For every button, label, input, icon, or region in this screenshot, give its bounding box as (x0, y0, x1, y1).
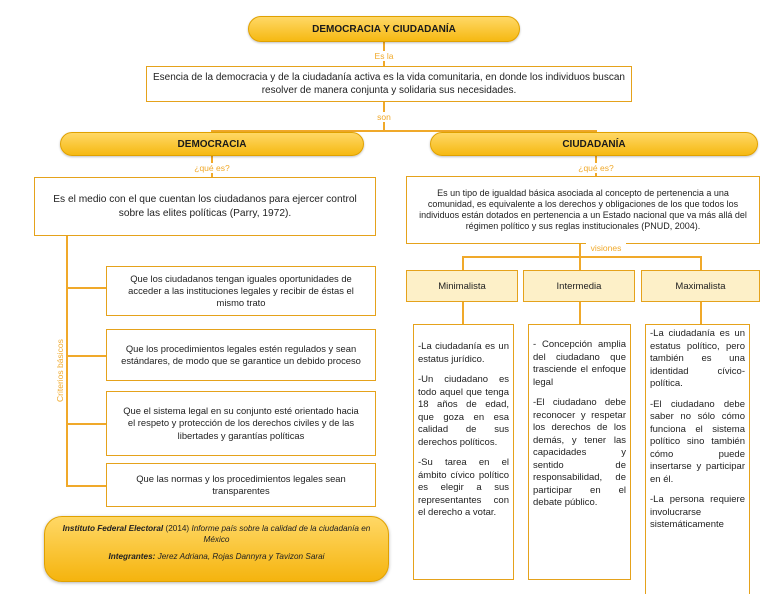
line-vision-3 (700, 256, 702, 270)
ciudadania-pill: CIUDADANÍA (430, 132, 758, 156)
criterios-label: Criterios básicos (55, 339, 65, 402)
ciudadania-definition: Es un tipo de igualdad básica asociada al concepto de pertenencia a una comunidad, es equivalente a los derechos y obligaciones de los que todos los individuos están dotados en pertenencia a un Estado nacional que va más allá del régimen político y sus reglas institucionales (PNUD, 2004). (406, 176, 760, 244)
connector-es-la: Es la (368, 51, 400, 61)
intermedia-paragraph: - Concepción amplia del ciudadano que trasciende el enfoque legal (533, 339, 626, 388)
main-title: DEMOCRACIA Y CIUDADANÍA (248, 16, 520, 42)
vision-tab-minimalista: Minimalista (406, 270, 518, 302)
vision-tab-intermedia: Intermedia (523, 270, 635, 302)
maximalista-paragraph: -La persona requiere involucrarse sistemáticamente (650, 494, 745, 531)
line-vision-col-1 (462, 302, 464, 324)
criteria-box-2: Que los procedimientos legales estén regulados y sean estándares, de modo que se garantice un debido proceso (106, 329, 376, 381)
credits-institution: Instituto Federal Electoral (62, 524, 164, 533)
credits-box (44, 516, 389, 582)
maximalista-paragraph: -La ciudadanía es un estatus político, pero también es una identidad cívico-política. (650, 328, 745, 390)
line-criteria-4 (66, 485, 106, 487)
credits-authors-label: Integrantes: (108, 552, 156, 562)
credits-authors-names: Jerez Adriana, Rojas Dannyra y Tavizon Sarai (157, 552, 325, 562)
vision-col-intermedia (528, 324, 631, 580)
criteria-box-1: Que los ciudadanos tengan iguales oportunidades de acceder a las instituciones legales y recibir de éstas el mismo trato (106, 266, 376, 316)
line-visions-stem (579, 244, 581, 256)
minimalista-paragraph: -La ciudadanía es un estatus jurídico. (418, 341, 509, 365)
intermedia-paragraph: -El ciudadano debe reconocer y respetar los derechos de los demás, y tener las capacidades y sentido de responsabilidad, de participar en el debate público. (533, 397, 626, 509)
vision-tab-maximalista: Maximalista (641, 270, 760, 302)
line-vision-col-3 (700, 302, 702, 324)
minimalista-paragraph: -Un ciudadano es todo aquel que tenga 18 años de edad, que goza en esa calidad de sus derechos políticos. (418, 374, 509, 448)
credits-year: (2014) (165, 524, 190, 533)
connector-que-es-right: ¿qué es? (574, 163, 618, 173)
connector-visiones: visiones (586, 243, 626, 253)
credits-report: Informe país sobre la calidad de la ciudadanía en México (191, 524, 371, 545)
criteria-box-3: Que el sistema legal en su conjunto esté orientado hacia el respeto y protección de los derechos civiles y de las libertades y garantías políticas (106, 391, 376, 456)
criteria-box-4: Que las normas y los procedimientos legales sean transparentes (106, 463, 376, 507)
line-vision-col-2 (579, 302, 581, 324)
vision-col-minimalista (413, 324, 514, 580)
line-criteria-1 (66, 287, 106, 289)
democracia-definition: Es el medio con el que cuentan los ciudadanos para ejercer control sobre las elites políticas (Parry, 1972). (34, 177, 376, 236)
connector-son: son (372, 112, 396, 122)
credits-source (55, 523, 378, 545)
line-criteria-2 (66, 355, 106, 357)
vision-col-maximalista (645, 324, 750, 594)
maximalista-paragraph: -El ciudadano debe saber no sólo cómo funciona el sistema político sino también cómo puede insertarse y participar en él. (650, 398, 745, 485)
minimalista-paragraph: -Su tarea en el ámbito cívico político es elegir a sus representantes con el derecho a votar. (418, 457, 509, 519)
line-vision-1 (462, 256, 464, 270)
connector-que-es-left: ¿qué es? (190, 163, 234, 173)
credits-authors (55, 551, 378, 562)
line-criteria-3 (66, 423, 106, 425)
line-visions-bar (463, 256, 701, 258)
line-vision-2 (579, 256, 581, 270)
line-criteria-spine (66, 236, 68, 486)
essence-box: Esencia de la democracia y de la ciudadanía activa es la vida comunitaria, en donde los individuos buscan resolver de manera conjunta y solidaria sus necesidades. (146, 66, 632, 102)
democracia-pill: DEMOCRACIA (60, 132, 364, 156)
